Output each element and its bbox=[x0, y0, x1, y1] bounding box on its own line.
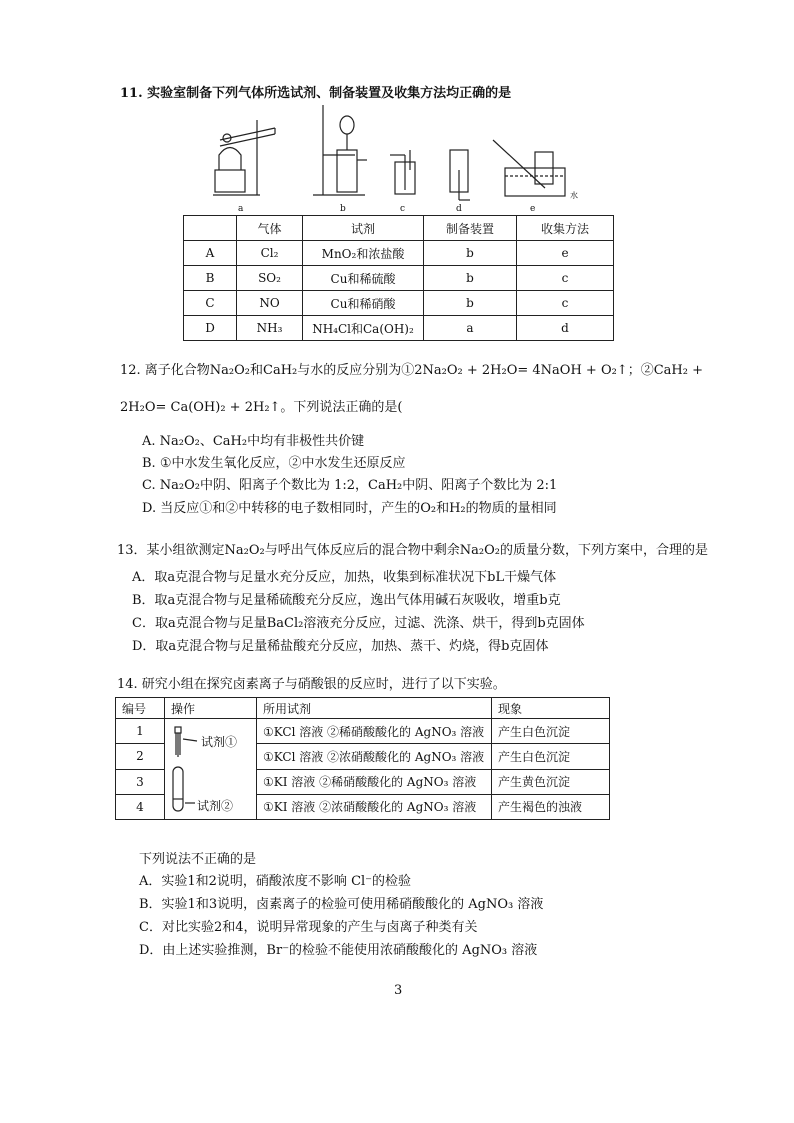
row-number: 2 bbox=[116, 744, 165, 769]
reagent1-label: 试剂① bbox=[201, 735, 238, 749]
table-row bbox=[116, 719, 610, 744]
q12-line2: 2H₂O= Ca(OH)₂ + 2H₂↑。下列说法正确的是( bbox=[120, 400, 403, 415]
q14-stem: 14. 研究小组在探究卤素离子与硝酸银的反应时，进行了以下实验。 bbox=[117, 677, 506, 692]
table-cell: B bbox=[184, 266, 237, 291]
q11-table bbox=[183, 215, 614, 341]
apparatus-b bbox=[313, 105, 367, 195]
table-cell: a bbox=[424, 316, 517, 341]
apparatus-label-e: e bbox=[530, 204, 536, 214]
table-cell: C bbox=[184, 291, 237, 316]
phenomenon-cell: 产生白色沉淀 bbox=[492, 719, 610, 744]
q14-question: 下列说法不正确的是 bbox=[139, 852, 257, 867]
apparatus-e bbox=[493, 140, 565, 196]
apparatus-figure bbox=[205, 100, 575, 205]
row-number: 3 bbox=[116, 769, 165, 794]
water-label: 水 bbox=[570, 191, 578, 200]
table-cell: d bbox=[517, 316, 614, 341]
apparatus-label-a: a bbox=[238, 204, 244, 214]
header-cell bbox=[184, 216, 237, 241]
q12-option-c: C. Na₂O₂中阴、阳离子个数比为 1:2，CaH₂中阴、阳离子个数比为 2:1 bbox=[142, 478, 558, 493]
q14-table-header bbox=[116, 698, 610, 719]
page-number: 3 bbox=[394, 983, 403, 998]
table-cell: A bbox=[184, 241, 237, 266]
table-row bbox=[184, 241, 614, 266]
apparatus-d bbox=[450, 150, 470, 200]
table-cell: e bbox=[517, 241, 614, 266]
apparatus-c bbox=[390, 150, 415, 194]
table-cell: Cu和稀硫酸 bbox=[303, 266, 424, 291]
row-number: 4 bbox=[116, 794, 165, 819]
table-cell: NH₄Cl和Ca(OH)₂ bbox=[303, 316, 424, 341]
q13-option-d: D．取a克混合物与足量稀盐酸充分反应，加热、蒸干、灼烧，得b克固体 bbox=[132, 639, 549, 654]
q12-option-b: B. ①中水发生氧化反应，②中水发生还原反应 bbox=[142, 456, 406, 471]
table-cell: SO₂ bbox=[237, 266, 303, 291]
operation-cell bbox=[165, 719, 257, 820]
q13-stem: 13．某小组欲测定Na₂O₂与呼出气体反应后的混合物中剩余Na₂O₂的质量分数，下列方案中，合理的是 bbox=[117, 543, 708, 558]
header-cell: 现象 bbox=[492, 698, 610, 719]
header-cell: 所用试剂 bbox=[257, 698, 492, 719]
table-cell: NH₃ bbox=[237, 316, 303, 341]
apparatus-label-c: c bbox=[400, 204, 406, 214]
row-number: 1 bbox=[116, 719, 165, 744]
q13-option-c: C．取a克混合物与足量BaCl₂溶液充分反应，过滤、洗涤、烘干，得到b克固体 bbox=[132, 616, 585, 631]
apparatus-label-b: b bbox=[340, 204, 346, 214]
q13-option-a: A．取a克混合物与足量水充分反应，加热，收集到标准状况下bL干燥气体 bbox=[132, 570, 557, 585]
q12-line1: 12. 离子化合物Na₂O₂和CaH₂与水的反应分别为①2Na₂O₂ + 2H₂O= 4NaOH + O₂↑；②CaH₂ + bbox=[120, 363, 703, 378]
apparatus-a bbox=[213, 120, 275, 195]
q14-option-c: C．对比实验2和4，说明异常现象的产生与卤离子种类有关 bbox=[139, 920, 478, 935]
header-cell: 试剂 bbox=[303, 216, 424, 241]
q14-option-d: D．由上述实验推测，Br⁻的检验不能使用浓硝酸酸化的 AgNO₃ 溶液 bbox=[139, 943, 538, 958]
header-cell: 气体 bbox=[237, 216, 303, 241]
header-cell: 操作 bbox=[165, 698, 257, 719]
q14-table bbox=[115, 697, 610, 820]
apparatus-label-d: d bbox=[456, 204, 462, 214]
q11-table-header bbox=[184, 216, 614, 241]
reagent-cell: ①KI 溶液 ②浓硝酸酸化的 AgNO₃ 溶液 bbox=[257, 794, 492, 819]
table-cell: b bbox=[424, 291, 517, 316]
header-cell: 收集方法 bbox=[517, 216, 614, 241]
table-row bbox=[184, 291, 614, 316]
q14-option-b: B．实验1和3说明，卤素离子的检验可使用稀硝酸酸化的 AgNO₃ 溶液 bbox=[139, 897, 544, 912]
reagent-cell: ①KCl 溶液 ②浓硝酸酸化的 AgNO₃ 溶液 bbox=[257, 744, 492, 769]
table-cell: MnO₂和浓盐酸 bbox=[303, 241, 424, 266]
header-cell: 编号 bbox=[116, 698, 165, 719]
table-cell: c bbox=[517, 266, 614, 291]
q11-stem: 11. 实验室制备下列气体所选试剂、制备装置及收集方法均正确的是 bbox=[120, 86, 512, 101]
phenomenon-cell: 产生白色沉淀 bbox=[492, 744, 610, 769]
reagent-cell: ①KCl 溶液 ②稀硝酸酸化的 AgNO₃ 溶液 bbox=[257, 719, 492, 744]
q12-option-d: D. 当反应①和②中转移的电子数相同时，产生的O₂和H₂的物质的量相同 bbox=[142, 501, 557, 516]
header-cell: 制备装置 bbox=[424, 216, 517, 241]
table-cell: c bbox=[517, 291, 614, 316]
reagent-cell: ①KI 溶液 ②稀硝酸酸化的 AgNO₃ 溶液 bbox=[257, 769, 492, 794]
phenomenon-cell: 产生褐色的浊液 bbox=[492, 794, 610, 819]
q13-option-b: B．取a克混合物与足量稀硫酸充分反应，逸出气体用碱石灰吸收，增重b克 bbox=[132, 593, 561, 608]
q14-option-a: A．实验1和2说明，硝酸浓度不影响 Cl⁻的检验 bbox=[139, 874, 412, 889]
table-cell: Cu和稀硝酸 bbox=[303, 291, 424, 316]
table-cell: NO bbox=[237, 291, 303, 316]
table-cell: D bbox=[184, 316, 237, 341]
table-row bbox=[184, 266, 614, 291]
phenomenon-cell: 产生黄色沉淀 bbox=[492, 769, 610, 794]
table-cell: b bbox=[424, 241, 517, 266]
q12-option-a: A. Na₂O₂、CaH₂中均有非极性共价键 bbox=[142, 434, 365, 449]
table-cell: Cl₂ bbox=[237, 241, 303, 266]
table-cell: b bbox=[424, 266, 517, 291]
table-row bbox=[184, 316, 614, 341]
reagent2-label: 试剂② bbox=[197, 799, 234, 813]
